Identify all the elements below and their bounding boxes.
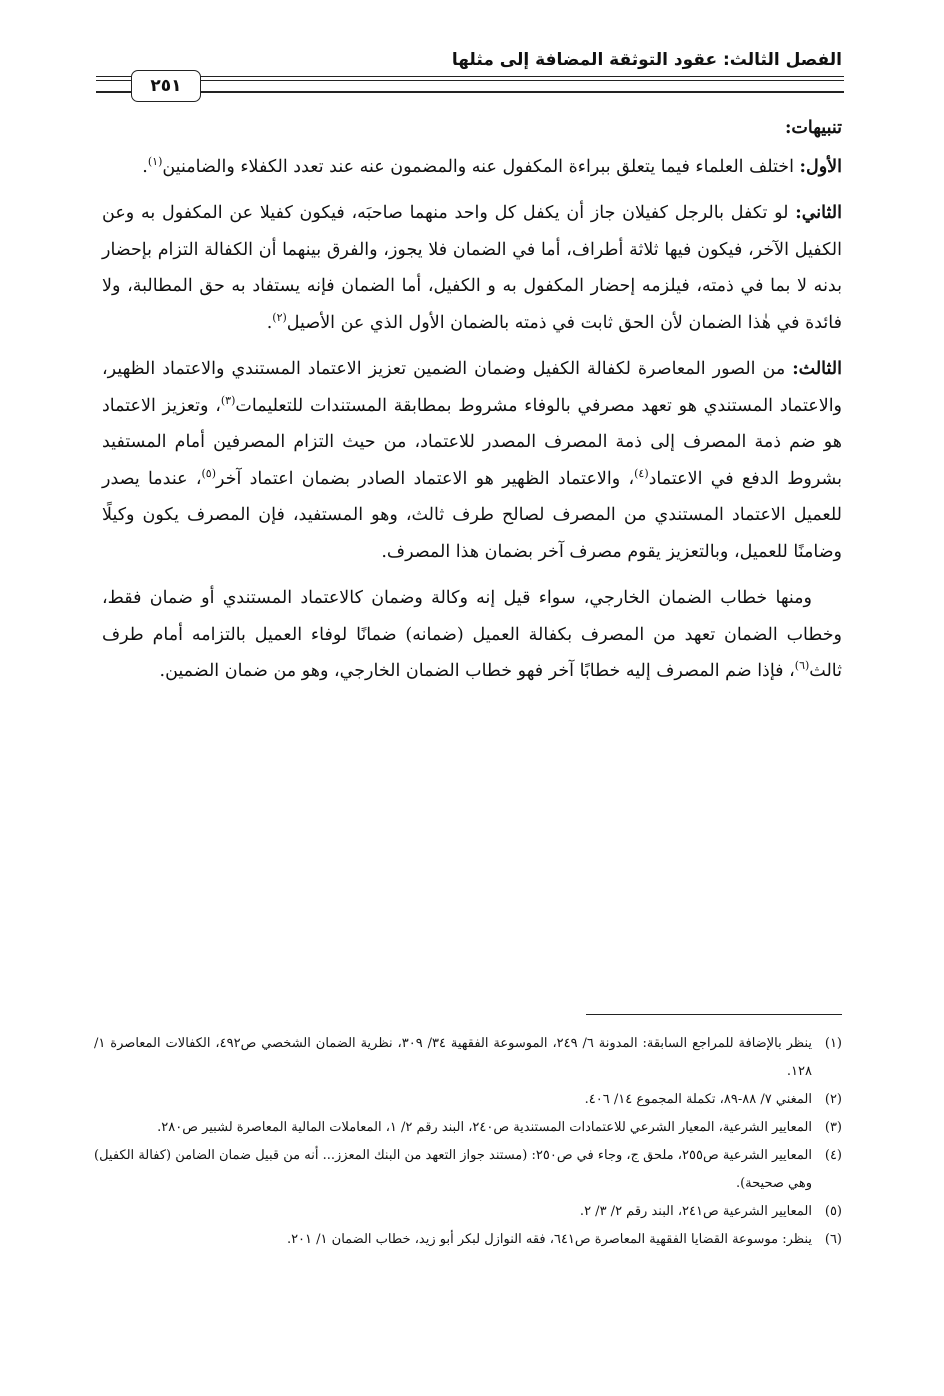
footnote-item <box>94 1226 842 1254</box>
footnote-number: (٦) <box>824 1232 842 1247</box>
footnote-text: المغني ٧/ ٨٨-٨٩، تكملة المجموع ١٤/ ٤٠٦. <box>584 1092 812 1107</box>
paragraph-end: . <box>142 156 148 177</box>
running-header-title: الفصل الثالث: عقود التوثقة المضافة إلى مثلها <box>451 50 842 70</box>
main-text <box>102 110 842 700</box>
header-rule-bottom <box>96 80 844 81</box>
footnote-ref[interactable]: (٢) <box>272 310 287 324</box>
footnote-number: (٣) <box>824 1120 842 1135</box>
header-rule-lower <box>96 91 844 93</box>
paragraph-text: ، وتعزيز الاعتماد هو ضم ذمة المصرف إلى ذمة المصرف المصدر للاعتماد، من حيث التزام المصرفين أمام المستفيد بشروط الدفع في الاعتماد <box>102 395 843 489</box>
footnote-text: ينظر: موسوعة القضايا الفقهية المعاصرة ص٦٤١، فقه النوازل لبكر أبو زيد، خطاب الضمان ١/ ٢٠١. <box>286 1232 812 1247</box>
paragraph-second <box>102 195 842 341</box>
footnote-item <box>94 1086 842 1114</box>
footnote-text: المعايير الشرعية ص٢٥٥، ملحق ج، وجاء في ص٢٥٠: (مستند جواز التعهد من البنك المعزز... أنه من قبيل ضمان الضامن (كفالة الكفيل) وهي صحيحة). <box>94 1148 812 1191</box>
paragraph-text: لو تكفل بالرجل كفيلان جاز أن يكفل كل واحد منهما صاحبَه، فيكون كفيلا عن المكفول به وعن الكفيل الآخر، فيكون فيها ثلاثة أطراف، أما في الضمان فلا يجوز، والفرق بينهما أن الكفالة التزام بإحضار بدنه لا بما في ذمته، فيلزمه إحضار المكفول به و الكفيل، أما الضمان فإنه يستفاد به حق المطالبة، ولا فائدة في هٰذا الضمان لأن الحق ثابت في ذمته بالضمان الأول الذي عن الأصيل <box>102 203 842 333</box>
footnote-separator <box>586 1014 842 1015</box>
paragraph-lead: الثالث: <box>792 359 842 379</box>
paragraph-text: ، فإذا ضم المصرف إليه خطابًا آخر فهو خطاب الضمان الخارجي، وهو من ضمان الضمين. <box>159 661 795 681</box>
footnote-number: (٥) <box>824 1204 842 1219</box>
footnotes <box>94 1030 842 1254</box>
paragraph-lead: الأول: <box>799 156 842 177</box>
footnote-item <box>94 1198 842 1226</box>
footnote-ref[interactable]: (٤) <box>634 466 649 480</box>
paragraph-text: ، عندما يصدر للعميل الاعتماد المستندي من المصرف لصالح طرف ثالث، وهو المستفيد، فإن المصرف يكون وكيلًا وضامنًا للعميل، وبالتعزيز يقوم مصرف آخر بضمان هذا المصرف. <box>102 468 842 562</box>
footnote-ref[interactable]: (١) <box>147 154 163 168</box>
paragraph-end: . <box>266 312 273 333</box>
paragraph-text: اختلف العلماء فيما يتعلق ببراءة المكفول عنه والمضمون عنه عند تعدد الكفلاء والضامنين <box>162 156 800 177</box>
footnote-number: (١) <box>824 1036 842 1051</box>
footnote-item <box>94 1114 842 1142</box>
paragraph-fourth <box>102 580 842 690</box>
footnote-number: (٢) <box>824 1092 842 1107</box>
footnote-ref[interactable]: (٥) <box>201 466 216 480</box>
footnote-item <box>94 1030 842 1086</box>
footnote-text: المعايير الشرعية ص٢٤١، البند رقم ٢/ ٣/ ٢. <box>579 1204 812 1219</box>
footnote-ref[interactable]: (٣) <box>220 393 236 407</box>
paragraph-first <box>102 149 842 186</box>
paragraph-lead: الثاني: <box>795 203 842 223</box>
footnote-text: المعايير الشرعية، المعيار الشرعي للاعتمادات المستندية ص٢٤٠، البند رقم ٢/ ١، المعاملات المالية المعاصرة لشبير ص٢٨٠. <box>157 1120 812 1135</box>
paragraph-text: من الصور المعاصرة لكفالة الكفيل وضمان الضمين تعزيز الاعتماد المستندي والاعتماد الظهير، والاعتماد المستندي هو تعهد مصرفي بالوفاء مشروط بمطابقة المستندات للتعليمات <box>102 359 843 416</box>
paragraph-third <box>102 351 842 570</box>
footnote-ref[interactable]: (٦) <box>794 659 810 673</box>
section-heading: تنبيهات: <box>784 118 842 138</box>
page-number: ٢٥١ <box>131 70 201 102</box>
footnote-text: ينظر بالإضافة للمراجع السابقة: المدونة ٦/ ٢٤٩، الموسوعة الفقهية ٣٤/ ٣٠٩، نظرية الضمان الشخصي ص٤٩٢، الكفالات المعاصرة ١/ ١٢٨. <box>94 1036 812 1079</box>
paragraph-text: ، والاعتماد الظهير هو الاعتماد الصادر بضمان اعتماد آخر <box>216 468 635 489</box>
header-rule-top <box>96 76 844 77</box>
paragraph-text: ومنها خطاب الضمان الخارجي، سواء قيل إنه وكالة وضمان كالاعتماد المستندي أو ضمان فقط، وخطاب الضمان تعهد من المصرف بكفالة العميل (ضمانه) ضمانًا لوفاء العميل بالتزامه أمام طرف ثالث <box>102 588 842 681</box>
footnote-number: (٤) <box>824 1148 842 1163</box>
footnote-item <box>94 1142 842 1198</box>
